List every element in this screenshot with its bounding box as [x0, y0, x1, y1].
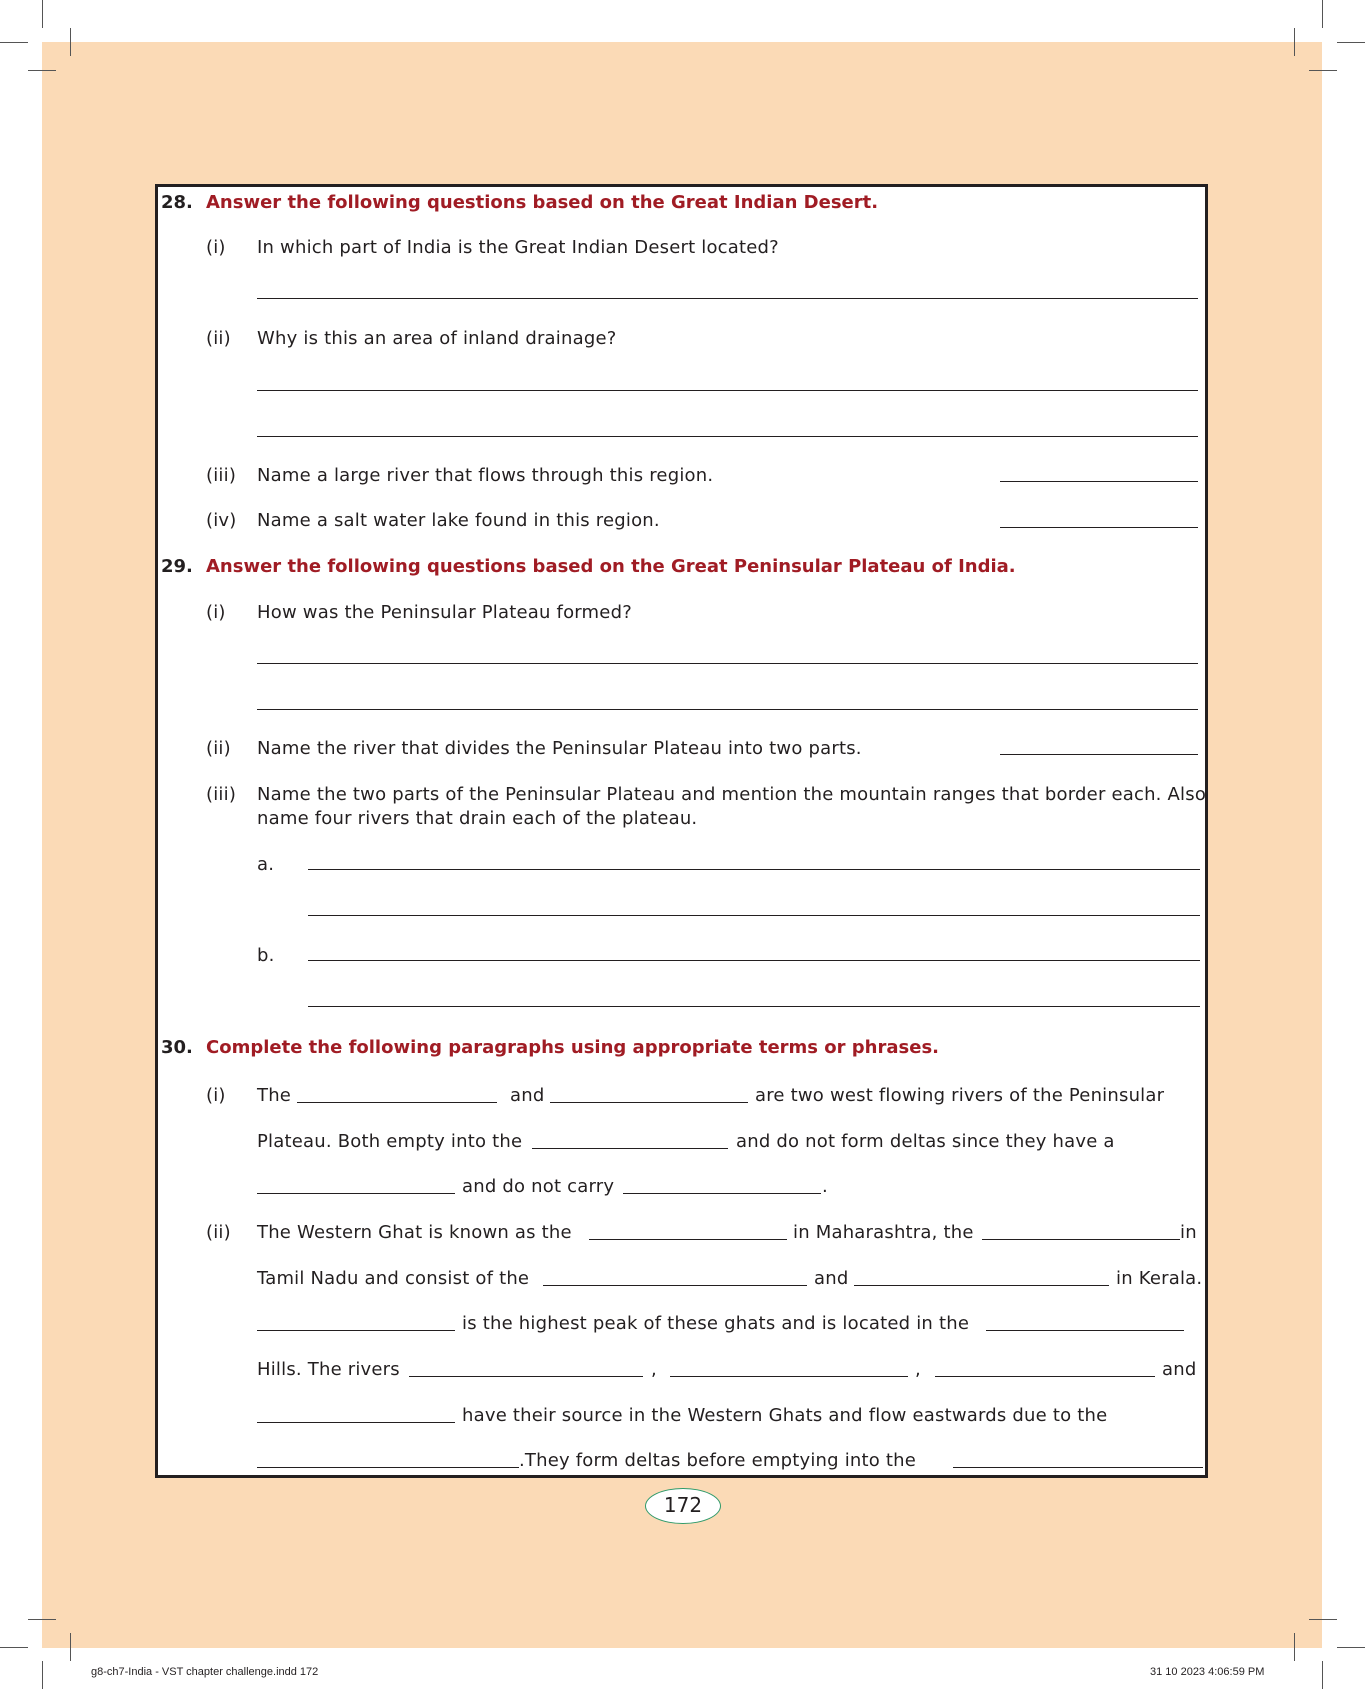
crop-mark [1294, 1633, 1295, 1661]
paragraph-text: and [1162, 1359, 1197, 1380]
q29-sub-b-label: b. [257, 945, 275, 966]
question-29-title: Answer the following questions based on the Great Peninsular Plateau of India. [206, 556, 1016, 577]
crop-mark [42, 0, 43, 28]
fill-blank[interactable] [935, 1376, 1155, 1377]
q28-ii-label: (ii) [206, 328, 231, 349]
paragraph-text: .They form deltas before emptying into the [519, 1450, 917, 1471]
paragraph-text: Hills. The rivers [257, 1359, 400, 1380]
paragraph-text: Plateau. Both empty into the [257, 1131, 523, 1152]
crop-mark [1294, 28, 1295, 56]
crop-mark [1322, 0, 1323, 28]
q29-ii-label: (ii) [206, 738, 231, 759]
fill-blank[interactable] [589, 1239, 787, 1240]
crop-mark [42, 1661, 43, 1689]
paragraph-text: and do not carry [462, 1176, 615, 1197]
paragraph-text: Tamil Nadu and consist of the [257, 1268, 530, 1289]
crop-mark [1337, 1647, 1365, 1648]
fill-blank[interactable] [532, 1148, 728, 1149]
paragraph-text: and [510, 1085, 545, 1106]
fill-blank[interactable] [257, 1193, 455, 1194]
q30-i-label: (i) [206, 1085, 226, 1106]
fill-blank[interactable] [297, 1102, 497, 1103]
q29-sub-a-label: a. [257, 854, 275, 875]
crop-mark [28, 1619, 56, 1620]
q28-i-label: (i) [206, 237, 226, 258]
q28-iii-text: Name a large river that flows through this region. [257, 465, 714, 486]
fill-blank[interactable] [623, 1193, 821, 1194]
paragraph-text: in Kerala. [1116, 1268, 1203, 1289]
q28-iii-label: (iii) [206, 465, 237, 486]
file-slug: g8-ch7-India - VST chapter challenge.indd 172 [91, 1666, 319, 1678]
answer-line[interactable] [308, 1006, 1200, 1007]
q28-iv-label: (iv) [206, 510, 237, 531]
crop-mark [0, 1647, 28, 1648]
answer-line[interactable] [257, 390, 1198, 391]
paragraph-text: in [1180, 1222, 1197, 1243]
fill-blank[interactable] [409, 1376, 643, 1377]
fill-blank[interactable] [257, 1330, 455, 1331]
answer-line[interactable] [257, 436, 1198, 437]
print-timestamp: 31 10 2023 4:06:59 PM [1150, 1666, 1265, 1678]
q29-iii-text: Name the two parts of the Peninsular Plateau and mention the mountain ranges that border each. Also [257, 784, 1207, 805]
paragraph-text: is the highest peak of these ghats and is located in the [462, 1313, 970, 1334]
fill-blank[interactable] [543, 1285, 807, 1286]
paragraph-text: , [915, 1359, 921, 1380]
crop-mark [1337, 42, 1365, 43]
paragraph-text: and do not form deltas since they have a [736, 1131, 1115, 1152]
fill-blank[interactable] [953, 1467, 1203, 1468]
fill-blank[interactable] [854, 1285, 1109, 1286]
q29-iii-label: (iii) [206, 784, 237, 805]
answer-line[interactable] [1000, 527, 1198, 528]
paragraph-text: in Maharashtra, the [793, 1222, 974, 1243]
answer-line[interactable] [257, 709, 1198, 710]
q30-ii-label: (ii) [206, 1222, 231, 1243]
paragraph-text: The Western Ghat is known as the [257, 1222, 572, 1243]
answer-line[interactable] [308, 960, 1200, 961]
q28-iv-text: Name a salt water lake found in this region. [257, 510, 660, 531]
paragraph-text: , [651, 1359, 657, 1380]
fill-blank[interactable] [670, 1376, 908, 1377]
page-number: 172 [645, 1488, 721, 1524]
fill-blank[interactable] [257, 1422, 455, 1423]
answer-line[interactable] [1000, 754, 1198, 755]
question-28-title: Answer the following questions based on the Great Indian Desert. [206, 192, 879, 213]
fill-blank[interactable] [986, 1330, 1184, 1331]
answer-line[interactable] [1000, 481, 1198, 482]
answer-line[interactable] [308, 869, 1200, 870]
fill-blank[interactable] [550, 1102, 748, 1103]
paragraph-text: have their source in the Western Ghats and flow eastwards due to the [462, 1405, 1108, 1426]
question-29-number: 29. [161, 556, 193, 577]
fill-blank[interactable] [257, 1467, 519, 1468]
q29-ii-text: Name the river that divides the Peninsular Plateau into two parts. [257, 738, 862, 759]
answer-line[interactable] [257, 663, 1198, 664]
q29-i-text: How was the Peninsular Plateau formed? [257, 602, 632, 623]
paragraph-text: are two west flowing rivers of the Peninsular [755, 1085, 1165, 1106]
crop-mark [1322, 1661, 1323, 1689]
crop-mark [28, 70, 56, 71]
crop-mark [1309, 70, 1337, 71]
q28-i-text: In which part of India is the Great Indian Desert located? [257, 237, 779, 258]
crop-mark [70, 28, 71, 56]
q29-i-label: (i) [206, 602, 226, 623]
crop-mark [1309, 1619, 1337, 1620]
q28-ii-text: Why is this an area of inland drainage? [257, 328, 617, 349]
question-30-number: 30. [161, 1037, 193, 1058]
answer-line[interactable] [308, 915, 1200, 916]
question-30-title: Complete the following paragraphs using appropriate terms or phrases. [206, 1037, 939, 1058]
q29-iii-text-continued: name four rivers that drain each of the plateau. [257, 808, 698, 829]
paragraph-text: The [257, 1085, 292, 1106]
paragraph-text: and [814, 1268, 849, 1289]
paragraph-text: . [822, 1176, 828, 1197]
crop-mark [70, 1633, 71, 1661]
crop-mark [0, 42, 28, 43]
fill-blank[interactable] [982, 1239, 1180, 1240]
question-28-number: 28. [161, 192, 193, 213]
answer-line[interactable] [257, 298, 1198, 299]
